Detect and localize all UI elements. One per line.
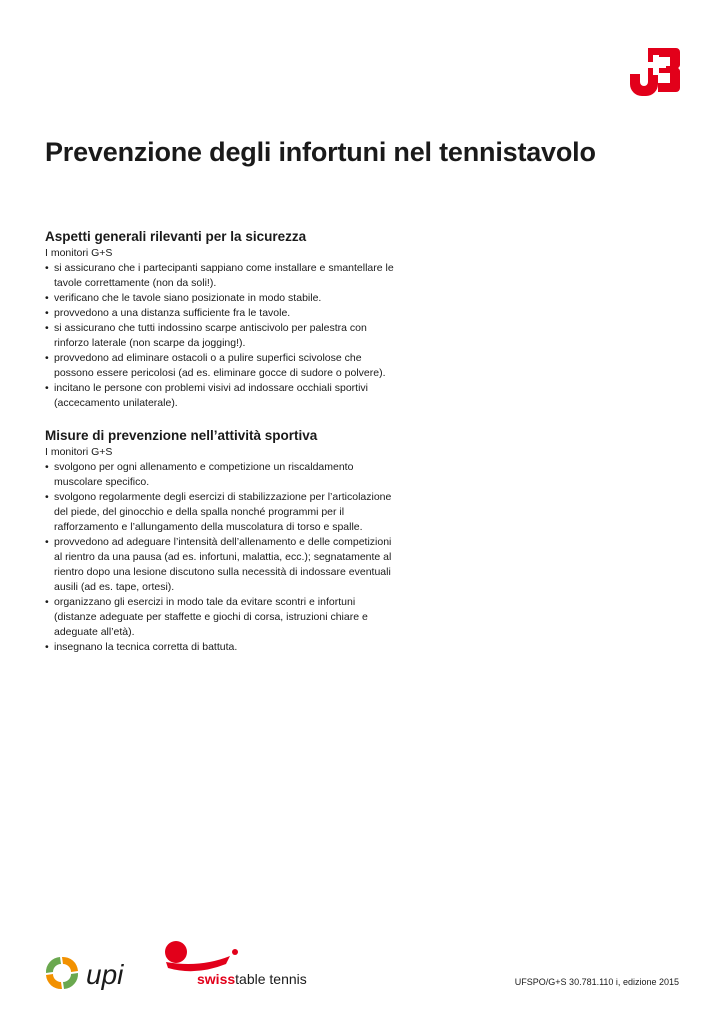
list-item: • si assicurano che tutti indossino scarpe antiscivolo per palestra con rinforzo laterale (non scarpe da jogging!). <box>45 322 367 349</box>
section-safety-aspects <box>45 228 395 411</box>
bullet-icon: • <box>45 641 49 653</box>
bullet-icon: • <box>45 536 49 548</box>
list-item: • provvedono ad adeguare l’intensità dell’allenamento e delle competizioni al rientro da una pausa (ad es. infortuni, malattia, ecc.); segnatamente al rientro dopo una lesione discutono sulla necessità di indossare eventuali ausili (ad es. tape, ortesi). <box>45 536 392 593</box>
page-title: Prevenzione degli infortuni nel tennistavolo <box>45 137 596 167</box>
bullet-icon: • <box>45 382 49 394</box>
list-item: • svolgono per ogni allenamento e competizione un riscaldamento muscolare specifico. <box>45 461 354 488</box>
list-item: • svolgono regolarmente degli esercizi di stabilizzazione per l’articolazione del piede, del ginocchio e della spalla nonché programmi per il rafforzamento e l’allungamento della muscolatura di torso e spalle. <box>45 491 392 533</box>
js-logo-icon <box>628 44 680 96</box>
upi-swirl-icon <box>46 957 78 989</box>
bullet-icon: • <box>45 262 49 274</box>
bullet-icon: • <box>45 596 49 608</box>
bullet-icon: • <box>45 307 49 319</box>
section-heading: Misure di prevenzione nell’attività sportiva <box>45 428 318 443</box>
swiss-table-tennis-logo-text: swisstable tennis <box>197 971 307 987</box>
footer-reference: UFSPO/G+S 30.781.110 i, edizione 2015 <box>514 977 679 987</box>
upi-logo-text: upi <box>86 959 124 990</box>
bullet-icon: • <box>45 352 49 364</box>
list-item: • organizzano gli esercizi in modo tale da evitare scontri e infortuni (distanze adeguate per staffette e giochi di corsa, istruzioni chiare e adeguate all’età). <box>45 596 368 638</box>
section-intro: I monitori G+S <box>45 247 113 259</box>
list-item: • incitano le persone con problemi visivi ad indossare occhiali sportivi (accecamento unilaterale). <box>45 382 368 409</box>
list-item: • provvedono ad eliminare ostacoli o a pulire superfici scivolose che possono essere pericolosi (ad es. eliminare gocce di sudore o polvere). <box>45 352 386 379</box>
bullet-icon: • <box>45 491 49 503</box>
list-item: • insegnano la tecnica corretta di battuta. <box>45 641 238 653</box>
upi-logo <box>42 953 132 993</box>
list-item: • si assicurano che i partecipanti sappiano come installare e smantellare le tavole correttamente (non da soli!). <box>45 262 394 289</box>
bullet-list <box>45 261 395 411</box>
bullet-icon: • <box>45 322 49 334</box>
list-item: • verificano che le tavole siano posizionate in modo stabile. <box>45 292 322 304</box>
list-item: • provvedono a una distanza sufficiente fra le tavole. <box>45 307 291 319</box>
section-prevention-measures <box>45 427 395 655</box>
section-heading: Aspetti generali rilevanti per la sicurezza <box>45 229 307 244</box>
bullet-icon: • <box>45 292 49 304</box>
bullet-icon: • <box>45 461 49 473</box>
bullet-list <box>45 460 395 655</box>
section-intro: I monitori G+S <box>45 446 113 458</box>
